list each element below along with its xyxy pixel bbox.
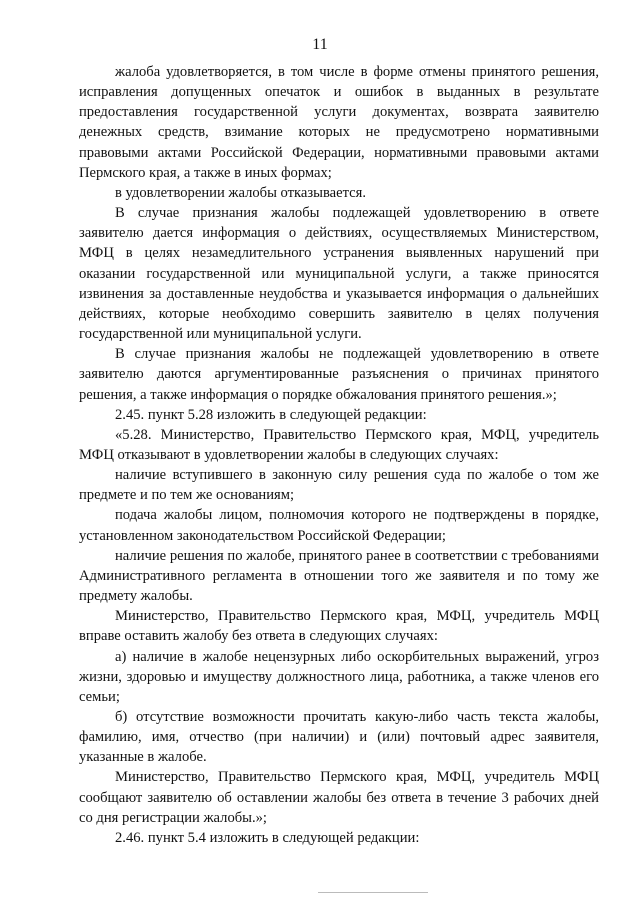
paragraph: Министерство, Правительство Пермского края, МФЦ, учредитель МФЦ вправе оставить жалобу без ответа в следующих случаях: [79,608,599,645]
paragraph: подача жалобы лицом, полномочия которого не подтверждены в порядке, установленном законодательством Российской Федерации; [79,507,599,544]
page-number: 11 [312,36,328,53]
paragraph: В случае признания жалобы подлежащей удовлетворению в ответе заявителю дается информация о действиях, осуществляемых Министерством, МФЦ в целях незамедлительного устранения выявленных нарушений при оказании государственной или муниципальной услуги, а также приносятся извинения за доставленные неудобства и указывается информация о дальнейших действиях, которые необходимо совершить заявителю в целях получения государственной или муниципальной услуги. [79,205,599,343]
paragraph: а) наличие в жалобе нецензурных либо оскорбительных выражений, угроз жизни, здоровью и имуществу должностного лица, работника, а также членов его семьи; [79,648,599,705]
paragraph: 2.45. пункт 5.28 изложить в следующей редакции: [115,406,427,423]
paragraph: наличие вступившего в законную силу решения суда по жалобе о том же предмете и по тем же основаниям; [79,467,599,504]
paragraph: «5.28. Министерство, Правительство Пермского края, МФЦ, учредитель МФЦ отказывают в удовлетворении жалобы в следующих случаях: [79,426,599,463]
paragraph: 2.46. пункт 5.4 изложить в следующей редакции: [115,829,420,846]
paragraph: наличие решения по жалобе, принятого ранее в соответствии с требованиями Административного регламента в отношении того же заявителя и по тому же предмету жалобы. [79,547,599,605]
scan-edge-line [318,892,428,893]
paragraph: В случае признания жалобы не подлежащей удовлетворению в ответе заявителю даются аргументированные разъяснения о причинах принятого решения, а также информация о порядке обжалования принятого решения.»; [79,346,599,403]
paragraph: Министерство, Правительство Пермского края, МФЦ, учредитель МФЦ сообщают заявителю об оставлении жалобы без ответа в течение 3 рабочих дней со дня регистрации жалобы.»; [79,769,599,826]
document-body [79,62,599,848]
paragraph: жалоба удовлетворяется, в том числе в форме отмены принятого решения, исправления допущенных опечаток и ошибок в выданных в результате предоставления государственной услуги документах, возврата заявителю денежных средств, взимание которых не предусмотрено нормативными правовыми актами Российской Федерации, нормативными правовыми актами Пермского края, а также в иных формах; [79,64,599,181]
paragraph: б) отсутствие возможности прочитать какую-либо часть текста жалобы, фамилию, имя, отчество (при наличии) и (или) почтовый адрес заявителя, указанные в жалобе. [79,709,599,766]
paragraph: в удовлетворении жалобы отказывается. [115,184,367,201]
